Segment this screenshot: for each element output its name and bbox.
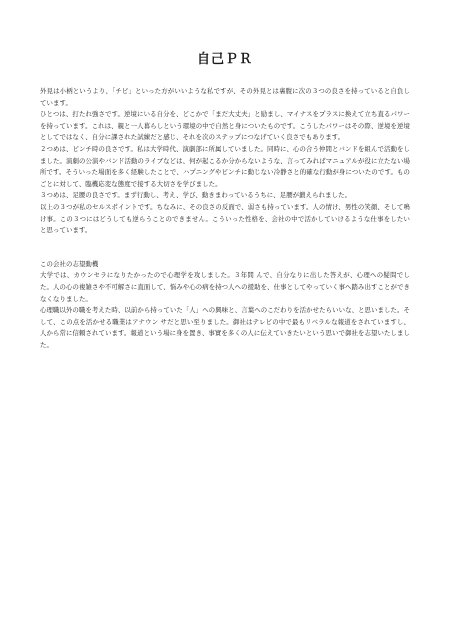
pr-paragraph-5: 以上の３つが私のセルスポイントです。ちなみに、その良さの反面で、弱さも持っています。人の情け、男性の笑顔、そして鳴け事。この３つにはどうしても逆らうことのできません。こういった性格を、会社の中で活かしていけるような仕事をしたいと思っています。 [40, 202, 410, 235]
motivation-paragraph-1: 大学では、カウンセラになりたかったので心理学を攻しました。３年間 んで、自分なりに出した答えが、心理への疑問でした。人の心の複雑さや不可解さに直面して、悩みや心の病を持つ人への援助を、仕事としてやっていく事へ踏み出すことができなくなりました。 [40, 271, 410, 303]
motivation-paragraph-2: 心理職以外の職を考えた時、以前から持っていた「人」への興味と、言葉へのこだわりを活かせたらいいな、と思いました。そして、この点を活かせる職業はアナウン サだと思い至りました。御社はテレビの中で最もリベラルな報道をされていますし、人から常に信頼されています。報道という場に身を置き、事實を多くの人に伝えていきたいという思いで御社を志望いたしました。 [40, 306, 410, 349]
pr-paragraph-2: ひとつは、打たれ強さです。逆境にいる自分を、どこかで「まだ大丈夫」と励まし、マイナスをプラスに換えて立ち直るパワーを持っています。これは、親と一人暮らしという環境の中で自然と身についたものです。こうしたパワーはその際、逆境を逆境としてではなく、自分に課された試練だと感じ、それを次のステップにつなげていく良さでもあります。 [40, 110, 410, 142]
pr-paragraph-1: 外見は小柄というより、「チビ」といった方がいいような私ですが、その外見とは裏腹に次の３つの良さを持っていると自負しています。 [40, 87, 410, 107]
motivation-heading: この会社の志望動機 [40, 259, 99, 268]
pr-paragraph-4: ３つめは、足腰の良さです。まず行動し、考え、学び、動きまわっているうちに、足腰が鍛えられました。 [40, 191, 352, 200]
section-spacer [40, 237, 410, 259]
motivation-section [40, 259, 410, 352]
document-title: 自己ＰＲ [196, 52, 253, 67]
self-pr-section [40, 86, 410, 237]
pr-paragraph-3: ２つめは、ピンチ時の良さです。私は大学時代、演劇部に所属していました。同時に、心の合う仲間とバンドを組んで活動をしました。演劇の公演やバンド活動のライブなどは、何が起こるか分からないような、言ってみればマニュアルが役に立たない場所です。そういった場面を多く経験したことで、ハプニングやピンチに動じない冷静さと的確な行動が身についたのです。ものごとに対して、臨機応変な態度で接する大切さを学びました。 [40, 144, 410, 188]
